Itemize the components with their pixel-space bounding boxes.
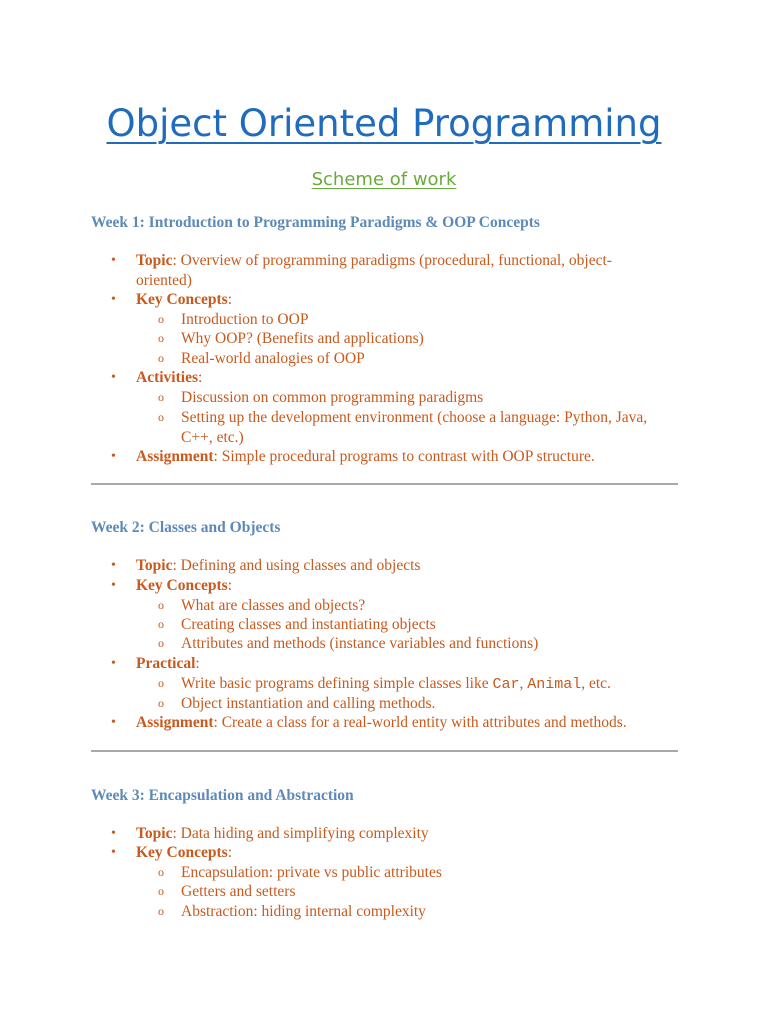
bullet-icon: • (111, 715, 116, 730)
week-1-heading: Week 1: Introduction to Programming Paradigms & OOP Concepts (91, 214, 540, 231)
sub-bullet-icon: o (158, 865, 164, 879)
code-class-animal: Animal (527, 676, 582, 693)
sub-bullet-icon: o (158, 312, 164, 326)
bullet-icon: • (111, 370, 116, 385)
bullet-icon: • (111, 845, 116, 860)
sub-bullet-icon: o (158, 617, 164, 631)
bullet-icon: • (111, 578, 116, 593)
bullet-icon: • (111, 292, 116, 307)
week-3-heading: Week 3: Encapsulation and Abstraction (91, 787, 354, 804)
sub-bullet-icon: o (158, 884, 164, 898)
week-2-heading: Week 2: Classes and Objects (91, 519, 281, 536)
bullet-icon: • (111, 253, 116, 268)
sub-bullet-icon: o (158, 390, 164, 404)
bullet-icon: • (111, 656, 116, 671)
sub-bullet-icon: o (158, 676, 164, 690)
sub-bullet-icon: o (158, 410, 164, 424)
document-page: Object Oriented Programming Scheme of work Week 1: Introduction to Programming Paradigms & OOP Concepts • Topic: Overview of programming paradigms (procedural, functional, object- oriented) • Key Concepts: o Introduction to OOP o Why OOP? (Benefits and applications) o Real-world analogies of OOP • Activities: o Discussion on common programming paradigms o Setting up the development environment (choose a language: Python, Java, C++, etc.) • Assignment: Simple procedural programs to contrast with OOP structure. Week 2: Classes and Objects • Topic: Defining and using classes and objects • Key Concepts: o What are classes and objects? o Creating classes and instantiating objects o Attributes and methods (instance variables and functions) • Practical: o Write basic programs defining simple classes like Car, Animal, etc. o Object instantiation and calling methods. • Assignment: Create a class for a real-world entity with attributes and methods. Week 3: Encapsulation and Abstraction • Topic: Data hiding and simplifying complexity • Key Concepts: o Encapsulation: private vs public attributes o Getters and setters o Abstraction: hiding internal complexity (0, 0, 768, 1024)
sub-bullet-icon: o (158, 696, 164, 710)
sub-bullet-icon: o (158, 598, 164, 612)
sub-bullet-icon: o (158, 331, 164, 345)
code-class-car: Car (492, 676, 520, 693)
bullet-icon: • (111, 449, 116, 464)
bullet-icon: • (111, 558, 116, 573)
document-title: Object Oriented Programming (106, 102, 662, 145)
section-divider (91, 483, 678, 485)
sub-bullet-icon: o (158, 636, 164, 650)
document-subtitle: Scheme of work (311, 169, 457, 190)
bullet-icon: • (111, 826, 116, 841)
sub-bullet-icon: o (158, 904, 164, 918)
sub-bullet-icon: o (158, 351, 164, 365)
section-divider (91, 750, 678, 752)
